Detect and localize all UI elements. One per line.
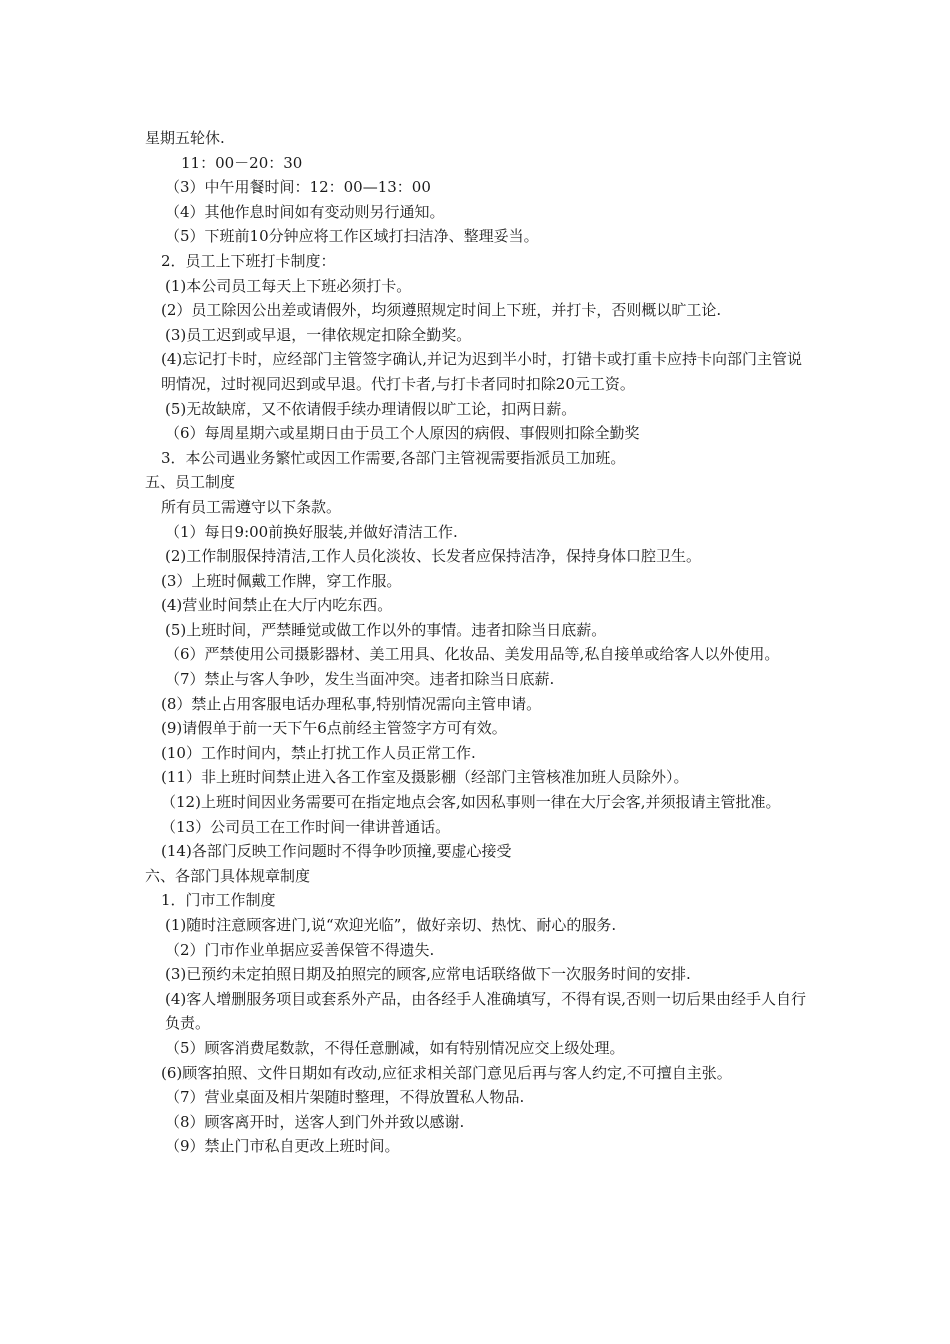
text-line: (2)工作制服保持清洁,工作人员化淡妆、长发者应保持洁净，保持身体口腔卫生。: [165, 547, 702, 566]
text-line: （4）其他作息时间如有变动则另行通知。: [165, 202, 445, 221]
text-line: 所有员工需遵守以下条款。: [161, 497, 342, 516]
text-line: (3)已预约未定拍照日期及拍照完的顾客,应常电话联络做下一次服务时间的安排.: [165, 965, 691, 984]
text-line: (9)请假单于前一天下午6点前经主管签字方可有效。: [161, 719, 507, 738]
text-line: (4)客人增删服务项目或套系外产品，由各经手人准确填写，不得有误,否则一切后果由经手人自行负责。: [165, 989, 807, 1033]
text-line: (8）禁止占用客服电话办理私事,特别情况需向主管申请。: [161, 694, 542, 713]
text-line: (2）员工除因公出差或请假外，均须遵照规定时间上下班，并打卡，否则概以旷工论.: [161, 301, 722, 320]
text-line: （7）营业桌面及相片架随时整理，不得放置私人物品.: [165, 1088, 525, 1107]
text-line: (3）上班时佩戴工作牌，穿工作服。: [161, 571, 402, 590]
text-line: （8）顾客离开时，送客人到门外并致以感谢.: [165, 1112, 465, 1131]
text-line: （12)上班时间因业务需要可在指定地点会客,如因私事则一律在大厅会客,并须报请主管批准。: [161, 793, 781, 812]
text-line: （6）严禁使用公司摄影器材、美工用具、化妆品、美发用品等,私自接单或给客人以外使用。: [165, 645, 780, 664]
text-line: （9）禁止门市私自更改上班时间。: [165, 1137, 400, 1156]
text-line: (3)员工迟到或早退，一律依规定扣除全勤奖。: [165, 325, 472, 344]
text-line: 五、员工制度: [145, 473, 236, 492]
text-line: 六、各部门具体规章制度: [145, 866, 311, 885]
text-line: (5)无故缺席，又不依请假手续办理请假以旷工论，扣两日薪。: [165, 399, 577, 418]
text-line: (11）非上班时间禁止进入各工作室及摄影棚（经部门主管核准加班人员除外）。: [161, 768, 689, 787]
text-line: 1．门市工作制度: [161, 891, 276, 910]
text-line: （13）公司员工在工作时间一律讲普通话。: [161, 817, 451, 836]
text-line: (10）工作时间内，禁止打扰工作人员正常工作.: [161, 743, 476, 762]
text-line: (4)忘记打卡时，应经部门主管签字确认,并记为迟到半小时，打错卡或打重卡应持卡向部门主管说明情况，过时视同迟到或早退。代打卡者,与打卡者同时扣除20元工资。: [161, 350, 803, 393]
text-line: （5）下班前10分钟应将工作区域打扫洁净、整理妥当。: [165, 227, 539, 246]
text-line: (4)营业时间禁止在大厅内吃东西。: [161, 596, 393, 615]
text-line: 星期五轮休.: [145, 129, 225, 147]
text-line: （3）中午用餐时间：12：00—13：00: [165, 178, 431, 197]
text-line: (1)随时注意顾客进门,说“欢迎光临”，做好亲切、热忱、耐心的服务.: [165, 916, 617, 934]
text-line: 11：00－20：30: [181, 153, 303, 172]
text-line: （2）门市作业单据应妥善保管不得遗失.: [165, 940, 435, 959]
text-line: (1)本公司员工每天上下班必须打卡。: [165, 276, 412, 295]
text-line: (14)各部门反映工作问题时不得争吵顶撞,要虚心接受: [161, 842, 512, 861]
text-line: （5）顾客消费尾数款，不得任意删减，如有特别情况应交上级处理。: [165, 1038, 625, 1057]
text-line: 2．员工上下班打卡制度：: [161, 251, 336, 270]
document-body: [145, 126, 810, 1159]
text-line: (6)顾客拍照、文件日期如有改动,应征求相关部门意见后再与客人约定,不可擅自主张。: [161, 1063, 732, 1082]
text-line: （7）禁止与客人争吵，发生当面冲突。违者扣除当日底薪.: [165, 670, 555, 689]
text-line: （1）每日9:00前换好服装,并做好清洁工作.: [165, 522, 458, 541]
text-line: (5)上班时间，严禁睡觉或做工作以外的事情。违者扣除当日底薪。: [165, 620, 607, 639]
text-line: （6）每周星期六或星期日由于员工个人原因的病假、事假则扣除全勤奖: [165, 424, 640, 443]
text-line: 3．本公司遇业务繁忙或因工作需要,各部门主管视需要指派员工加班。: [161, 448, 626, 467]
